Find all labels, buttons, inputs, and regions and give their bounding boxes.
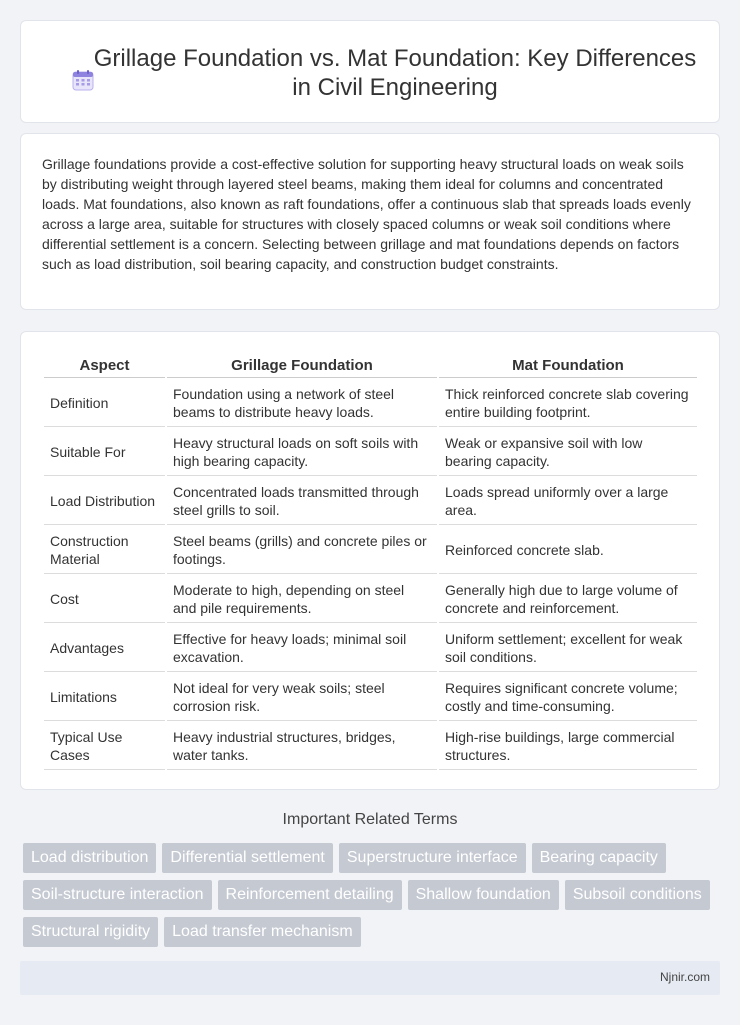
header-card [20,20,720,123]
row-mat: Uniform settlement; excellent for weak soil conditions. [439,625,697,672]
row-grillage: Moderate to high, depending on steel and pile requirements. [167,576,437,623]
row-aspect: Load Distribution [44,478,165,525]
row-grillage: Heavy structural loads on soft soils with high bearing capacity. [167,429,437,476]
related-term-tag[interactable]: Subsoil conditions [565,880,710,910]
table-row [44,576,697,623]
page-title: Grillage Foundation vs. Mat Foundation: Key Differences in Civil Engineering [93,45,697,101]
row-grillage: Effective for heavy loads; minimal soil excavation. [167,625,437,672]
row-aspect: Advantages [44,625,165,672]
table-row [44,625,697,672]
related-terms-list [23,843,723,947]
row-aspect: Suitable For [44,429,165,476]
related-term-tag[interactable]: Reinforcement detailing [218,880,402,910]
row-grillage: Heavy industrial structures, bridges, water tanks. [167,723,437,770]
table-row [44,674,697,721]
row-grillage: Foundation using a network of steel beams to distribute heavy loads. [167,380,437,427]
related-term-tag[interactable]: Shallow foundation [408,880,559,910]
related-term-tag[interactable]: Bearing capacity [532,843,666,873]
summary-text: Grillage foundations provide a cost-effective solution for supporting heavy structural loads on weak soils by distributing weight through layered steel beams, making them ideal for columns and concentrated loads. Mat foundations, also known as raft foundations, offer a continuous slab that spreads loads evenly across a large area, suitable for structures with closely spaced columns or weak soil conditions where differential settlement is a concern. Selecting between grillage and mat foundations depends on factors such as load distribution, soil bearing capacity, and construction budget constraints. [42,156,691,272]
table-row [44,527,697,574]
row-mat: Weak or expansive soil with low bearing capacity. [439,429,697,476]
row-grillage: Not ideal for very weak soils; steel corrosion risk. [167,674,437,721]
related-term-tag[interactable]: Differential settlement [162,843,332,873]
related-term-tag[interactable]: Superstructure interface [339,843,526,873]
comparison-table [42,352,699,772]
header-aspect: Aspect [44,354,165,378]
related-term-tag[interactable]: Soil-structure interaction [23,880,212,910]
row-grillage: Steel beams (grills) and concrete piles or footings. [167,527,437,574]
row-aspect: Definition [44,380,165,427]
row-aspect: Limitations [44,674,165,721]
row-mat: High-rise buildings, large commercial structures. [439,723,697,770]
row-mat: Reinforced concrete slab. [439,527,697,574]
table-header-row [44,354,697,378]
row-aspect: Cost [44,576,165,623]
table-row [44,380,697,427]
row-aspect: Construction Material [44,527,165,574]
row-mat: Thick reinforced concrete slab covering entire building footprint. [439,380,697,427]
header-mat: Mat Foundation [439,354,697,378]
row-mat: Loads spread uniformly over a large area. [439,478,697,525]
related-terms-title: Important Related Terms [282,811,458,828]
comparison-table-card [20,331,720,790]
related-term-tag[interactable]: Load transfer mechanism [164,917,361,947]
table-row [44,429,697,476]
related-term-tag[interactable]: Load distribution [23,843,156,873]
header-grillage: Grillage Foundation [167,354,437,378]
table-row [44,723,697,770]
row-grillage: Concentrated loads transmitted through steel grills to soil. [167,478,437,525]
summary-card [20,133,720,310]
related-term-tag[interactable]: Structural rigidity [23,917,158,947]
row-mat: Generally high due to large volume of concrete and reinforcement. [439,576,697,623]
row-aspect: Typical Use Cases [44,723,165,770]
row-mat: Requires significant concrete volume; costly and time-consuming. [439,674,697,721]
footer [20,961,720,995]
table-row [44,478,697,525]
footer-source-link[interactable]: Njnir.com [659,970,710,984]
